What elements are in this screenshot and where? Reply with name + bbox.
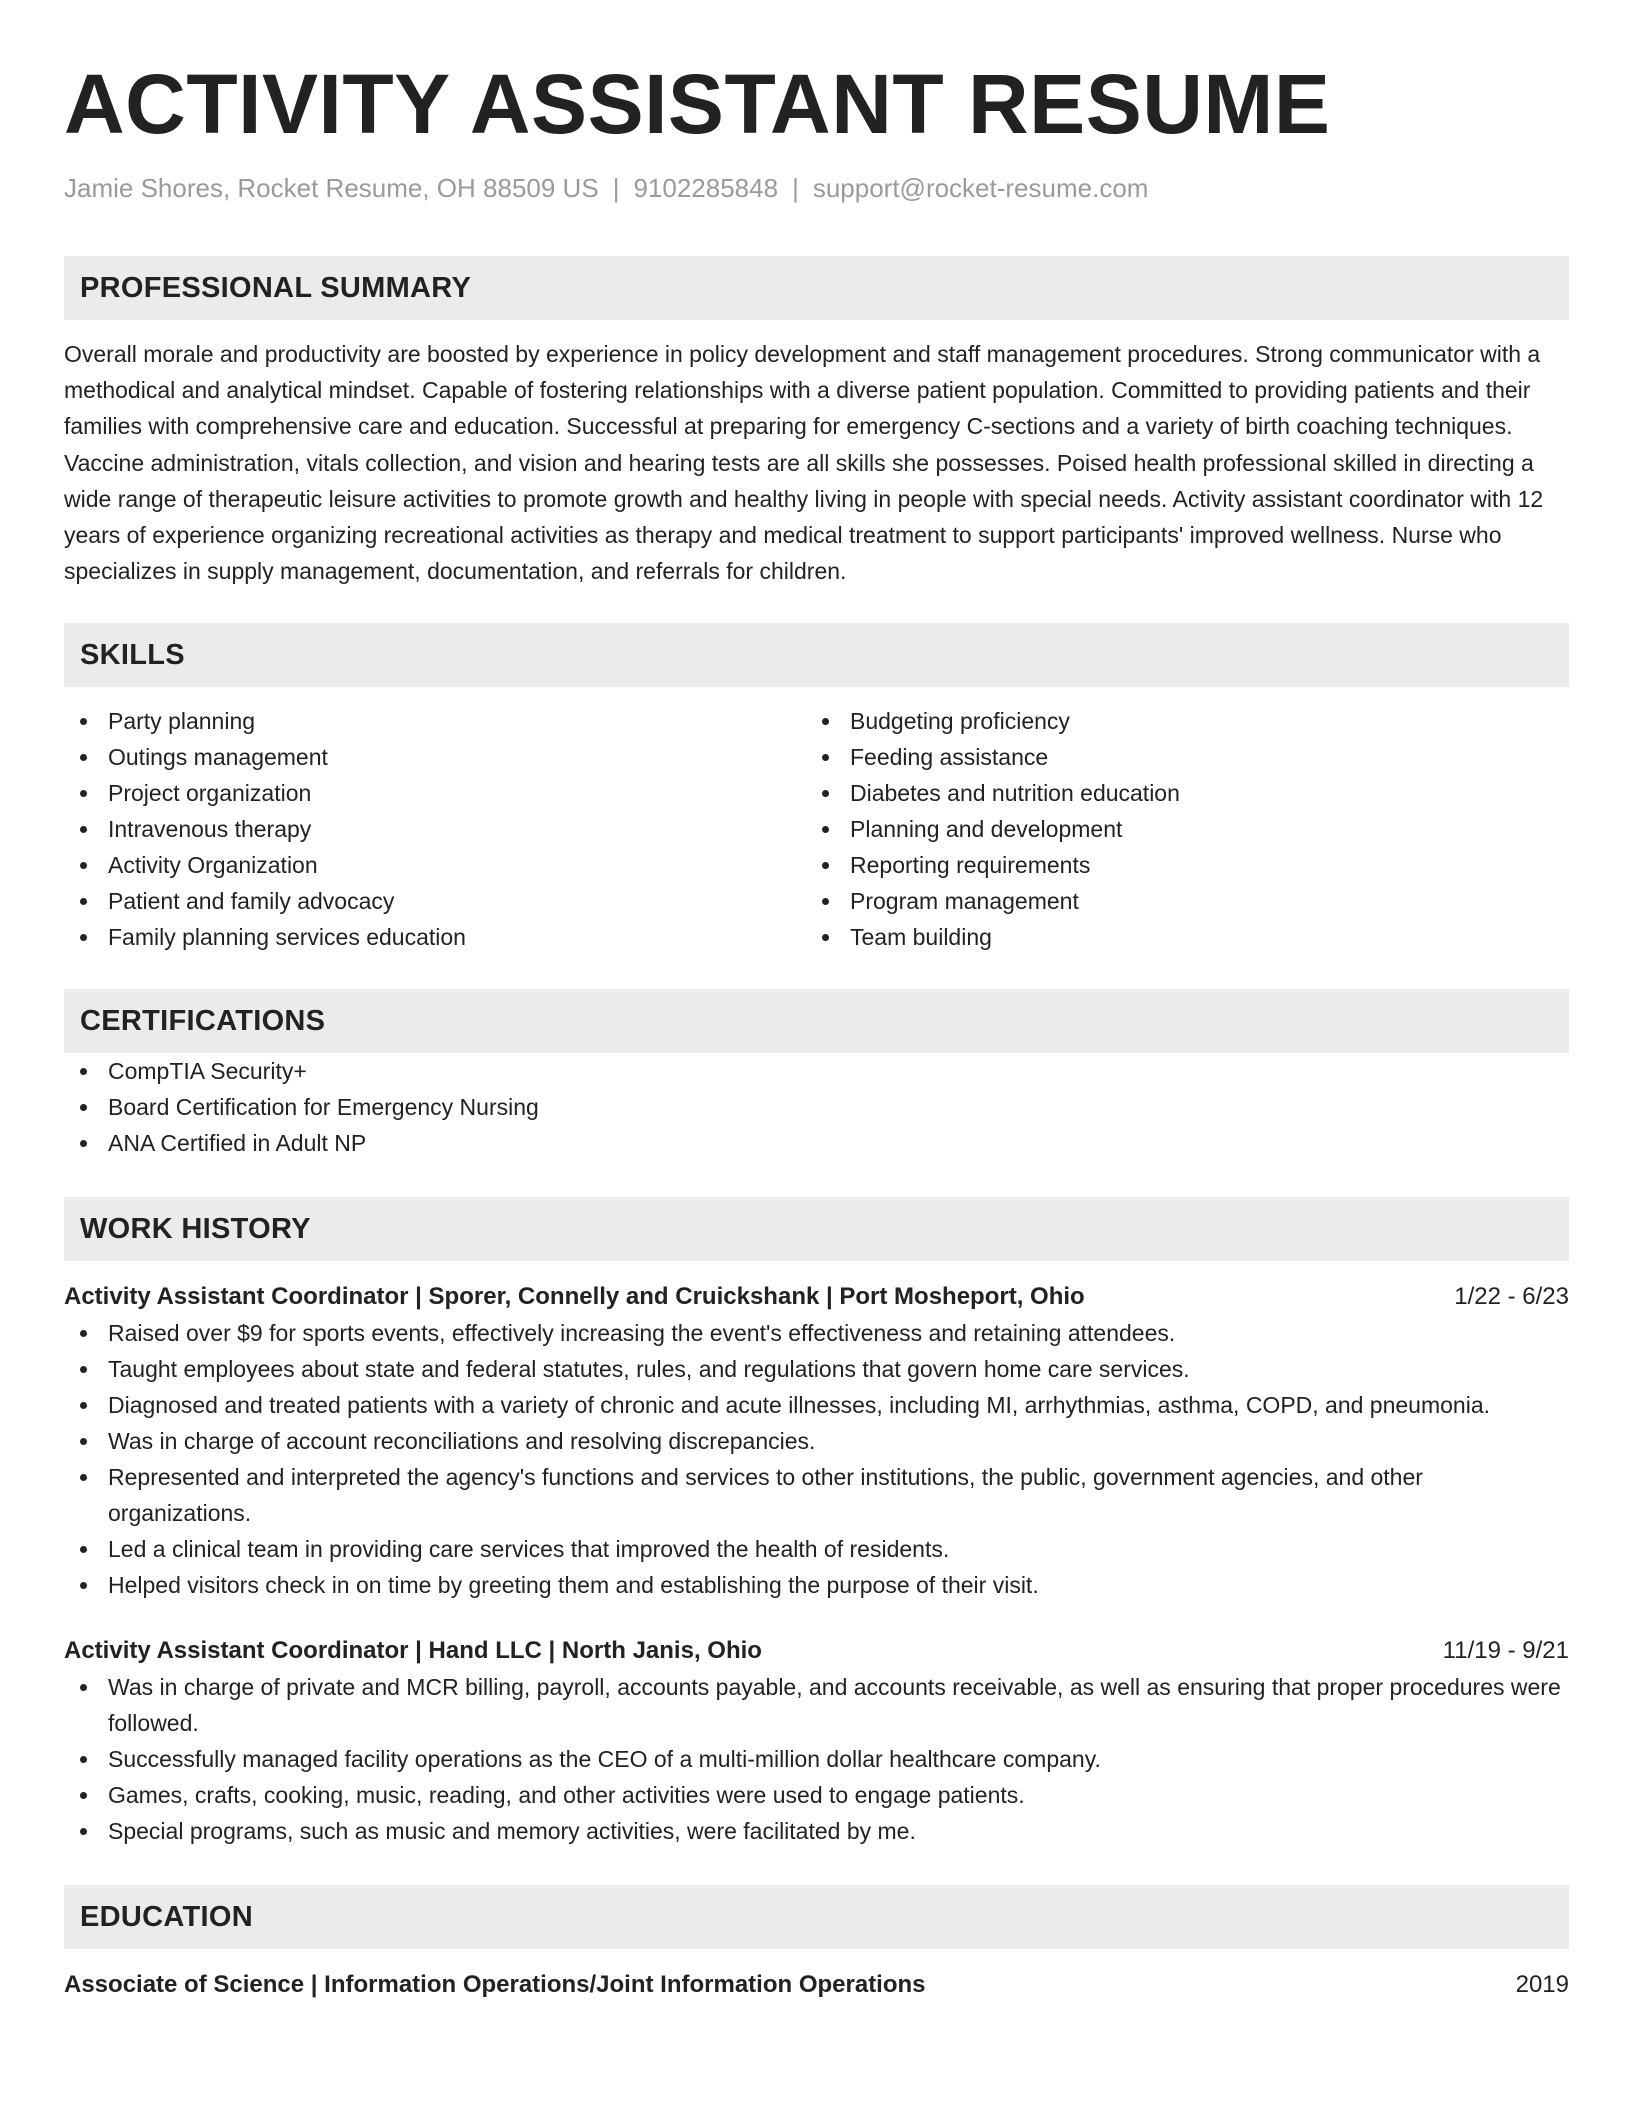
skill-item: Diabetes and nutrition education bbox=[806, 775, 1548, 811]
skills-list-left bbox=[64, 703, 806, 955]
section-header-skills: SKILLS bbox=[64, 623, 1569, 687]
job-entry bbox=[64, 1633, 1569, 1849]
certification-item: Board Certification for Emergency Nursing bbox=[64, 1089, 1569, 1125]
skills-columns bbox=[64, 703, 1569, 955]
job-heading: Activity Assistant Coordinator | Hand LLC | North Janis, Ohio bbox=[64, 1637, 762, 1665]
job-header bbox=[64, 1279, 1569, 1315]
job-bullet: Was in charge of account reconciliations and resolving discrepancies. bbox=[64, 1423, 1569, 1459]
job-bullet: Games, crafts, cooking, music, reading, and other activities were used to engage patients. bbox=[64, 1777, 1569, 1813]
contact-email[interactable]: support@rocket-resume.com bbox=[812, 173, 1149, 203]
skill-item: Family planning services education bbox=[64, 919, 806, 955]
job-bullet: Raised over $9 for sports events, effectively increasing the event's effectiveness and retaining attendees. bbox=[64, 1315, 1569, 1351]
education-degree: Associate of Science | Information Operations/Joint Information Operations bbox=[64, 1971, 926, 1999]
job-bullet: Was in charge of private and MCR billing, payroll, accounts payable, and accounts receivable, as well as ensuring that proper procedures were followed. bbox=[64, 1669, 1569, 1741]
job-bullet: Diagnosed and treated patients with a variety of chronic and acute illnesses, including MI, arrhythmias, asthma, COPD, and pneumonia. bbox=[64, 1387, 1569, 1423]
contact-phone: 9102285848 bbox=[633, 173, 779, 203]
resume-title: ACTIVITY ASSISTANT RESUME bbox=[64, 57, 1331, 151]
job-bullets bbox=[64, 1669, 1569, 1849]
job-dates: 1/22 - 6/23 bbox=[1454, 1283, 1569, 1311]
skill-item: Intravenous therapy bbox=[64, 811, 806, 847]
certifications-list bbox=[64, 1053, 1569, 1161]
skill-item: Outings management bbox=[64, 739, 806, 775]
contact-line bbox=[64, 172, 1569, 204]
contact-separator: | bbox=[792, 173, 799, 203]
job-bullet: Led a clinical team in providing care services that improved the health of residents. bbox=[64, 1531, 1569, 1567]
skill-item: Planning and development bbox=[806, 811, 1548, 847]
job-header bbox=[64, 1633, 1569, 1669]
job-bullet: Special programs, such as music and memory activities, were facilitated by me. bbox=[64, 1813, 1569, 1849]
skill-item: Reporting requirements bbox=[806, 847, 1548, 883]
section-header-work-history: WORK HISTORY bbox=[64, 1197, 1569, 1261]
skill-item: Feeding assistance bbox=[806, 739, 1548, 775]
contact-separator: | bbox=[612, 173, 620, 203]
section-header-education: EDUCATION bbox=[64, 1885, 1569, 1949]
skill-item: Program management bbox=[806, 883, 1548, 919]
summary-text: Overall morale and productivity are boosted by experience in policy development and staff management procedures. Strong communicator with a methodical and analytical mindset. Capable of fostering relationships with a diverse patient population. Committed to providing patients and their families with comprehensive care and education. Successful at preparing for emergency C-sections and a variety of birth coaching techniques. Vaccine administration, vitals collection, and vision and hearing tests are all skills she possesses. Poised health professional skilled in directing a wide range of therapeutic leisure activities to promote growth and healthy living in people with special needs. Activity assistant coordinator with 12 years of experience organizing recreational activities as therapy and medical treatment to support participants' improved wellness. Nurse who specializes in supply management, documentation, and referrals for children. bbox=[64, 341, 1544, 585]
certification-item: ANA Certified in Adult NP bbox=[64, 1125, 1569, 1161]
skill-item: Project organization bbox=[64, 775, 806, 811]
skill-item: Activity Organization bbox=[64, 847, 806, 883]
job-bullet: Helped visitors check in on time by greeting them and establishing the purpose of their visit. bbox=[64, 1567, 1569, 1603]
job-entry bbox=[64, 1279, 1569, 1603]
skill-item: Party planning bbox=[64, 703, 806, 739]
section-header-certifications: CERTIFICATIONS bbox=[64, 989, 1569, 1053]
job-bullet: Represented and interpreted the agency's functions and services to other institutions, the public, government agencies, and other organizations. bbox=[64, 1459, 1569, 1531]
job-bullet: Successfully managed facility operations as the CEO of a multi-million dollar healthcare company. bbox=[64, 1741, 1569, 1777]
section-header-summary: PROFESSIONAL SUMMARY bbox=[64, 256, 1569, 320]
education-year: 2019 bbox=[1515, 1971, 1569, 1999]
job-dates: 11/19 - 9/21 bbox=[1442, 1637, 1569, 1665]
job-bullets bbox=[64, 1315, 1569, 1603]
skill-item: Budgeting proficiency bbox=[806, 703, 1548, 739]
contact-address: Jamie Shores, Rocket Resume, OH 88509 US bbox=[64, 173, 599, 203]
certification-item: CompTIA Security+ bbox=[64, 1053, 1569, 1089]
skill-item: Patient and family advocacy bbox=[64, 883, 806, 919]
job-bullet: Taught employees about state and federal statutes, rules, and regulations that govern home care services. bbox=[64, 1351, 1569, 1387]
skill-item: Team building bbox=[806, 919, 1548, 955]
education-entry bbox=[64, 1967, 1569, 2003]
skills-list-right bbox=[806, 703, 1548, 955]
job-heading: Activity Assistant Coordinator | Sporer, Connelly and Cruickshank | Port Mosheport, Ohio bbox=[64, 1283, 1085, 1311]
